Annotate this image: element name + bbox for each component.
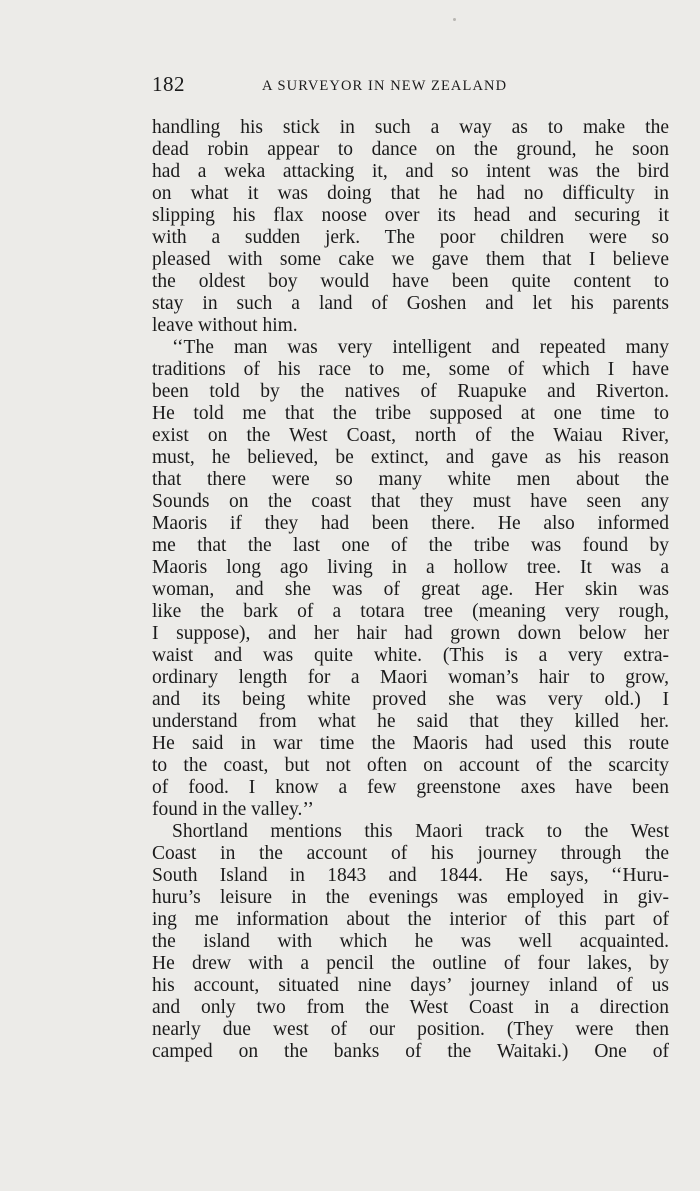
text-line: Shortland mentions this Maori track to the West	[172, 821, 669, 842]
text-line: ing me information about the interior of this part of	[152, 909, 669, 930]
text-line: pleased with some cake we gave them that I believe	[152, 249, 669, 270]
running-head	[152, 70, 670, 100]
body-text	[152, 117, 669, 1063]
text-line: me that the last one of the tribe was found by	[152, 535, 669, 556]
text-line: Maoris long ago living in a hollow tree. It was a	[152, 557, 669, 578]
text-line: to the coast, but not often on account of the scarcity	[152, 755, 669, 776]
text-line: like the bark of a totara tree (meaning very rough,	[152, 601, 669, 622]
text-line: dead robin appear to dance on the ground, he soon	[152, 139, 669, 160]
text-line: camped on the banks of the Waitaki.) One of	[152, 1041, 669, 1062]
text-line: huru’s leisure in the evenings was employed in giv-	[152, 887, 669, 908]
text-line: He drew with a pencil the outline of four lakes, by	[152, 953, 669, 974]
text-line: exist on the West Coast, north of the Waiau River,	[152, 425, 669, 446]
text-line: waist and was quite white. (This is a very extra-	[152, 645, 669, 666]
text-line: must, he believed, be extinct, and gave as his reason	[152, 447, 669, 468]
text-line: South Island in 1843 and 1844. He says, ‘‘Huru-	[152, 865, 669, 886]
text-line: stay in such a land of Goshen and let his parents	[152, 293, 669, 314]
text-line: I suppose), and her hair had grown down below her	[152, 623, 669, 644]
text-line: that there were so many white men about the	[152, 469, 669, 490]
text-line: and only two from the West Coast in a direction	[152, 997, 669, 1018]
text-line: found in the valley.’’	[152, 799, 314, 820]
text-line: woman, and she was of great age. Her skin was	[152, 579, 669, 600]
page-number: 182	[152, 72, 185, 96]
text-line: Coast in the account of his journey through the	[152, 843, 669, 864]
text-line: been told by the natives of Ruapuke and Riverton.	[152, 381, 669, 402]
text-line: understand from what he said that they killed her.	[152, 711, 669, 732]
text-line: Maoris if they had been there. He also informed	[152, 513, 669, 534]
text-line: ordinary length for a Maori woman’s hair to grow,	[152, 667, 669, 688]
text-line: He said in war time the Maoris had used this route	[152, 733, 669, 754]
text-line: slipping his flax noose over its head and securing it	[152, 205, 669, 226]
text-line: with a sudden jerk. The poor children were so	[152, 227, 669, 248]
text-line: the island with which he was well acquainted.	[152, 931, 669, 952]
text-line: leave without him.	[152, 315, 298, 336]
text-line: ‘‘The man was very intelligent and repeated many	[172, 337, 669, 358]
text-line: handling his stick in such a way as to make the	[152, 117, 669, 138]
text-line: He told me that the tribe supposed at one time to	[152, 403, 669, 424]
text-line: nearly due west of our position. (They were then	[152, 1019, 669, 1040]
text-line: his account, situated nine days’ journey inland of us	[152, 975, 669, 996]
text-line: of food. I know a few greenstone axes have been	[152, 777, 669, 798]
text-line: the oldest boy would have been quite content to	[152, 271, 669, 292]
paper-speck	[453, 18, 456, 21]
text-line: on what it was doing that he had no difficulty in	[152, 183, 669, 204]
book-title: A SURVEYOR IN NEW ZEALAND	[262, 78, 508, 94]
text-line: Sounds on the coast that they must have seen any	[152, 491, 669, 512]
text-line: traditions of his race to me, some of which I have	[152, 359, 669, 380]
text-line: had a weka attacking it, and so intent was the bird	[152, 161, 669, 182]
text-line: and its being white proved she was very old.) I	[152, 689, 669, 710]
